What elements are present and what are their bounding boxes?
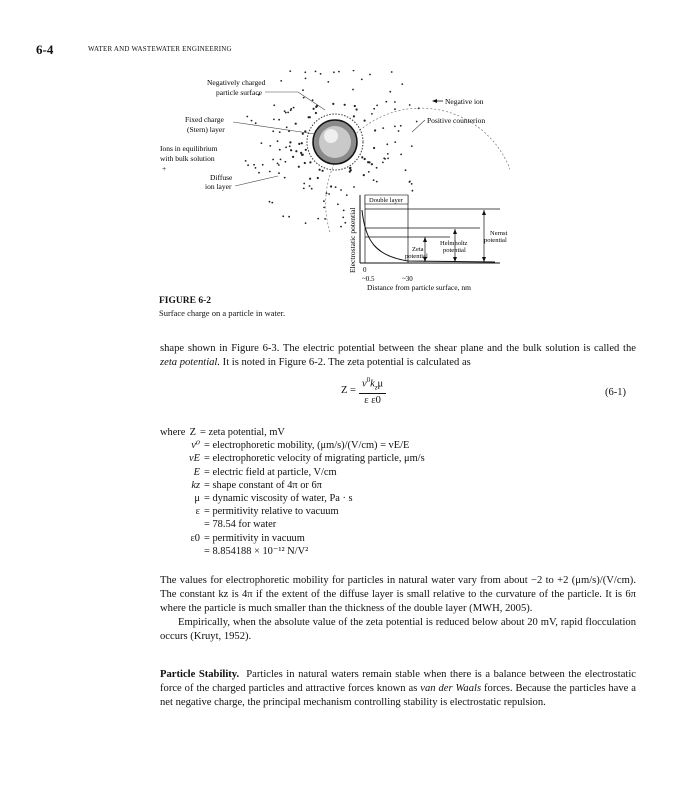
ion-dot [398, 130, 400, 132]
ion-dot [317, 177, 319, 179]
ion-dot [312, 99, 314, 101]
ion-dot [389, 91, 391, 93]
ion-dot [411, 183, 413, 185]
ion-dot [301, 154, 303, 156]
ion-dot [286, 126, 288, 128]
ion-dot [400, 154, 402, 156]
ion-dot [335, 186, 337, 188]
intro-paragraph: shape shown in Figure 6-3. The electric potential between the shear plane and the bulk solution is called the zeta potential. It is noted in Figure 6-2. The zeta potential is calculated as [160, 343, 636, 368]
ion-dot [278, 119, 280, 121]
ion-dot [373, 179, 375, 181]
ion-dot [394, 101, 396, 103]
ion-dot [376, 105, 378, 107]
ion-dot [273, 119, 275, 121]
ion-dot [340, 189, 342, 191]
ion-dot [386, 143, 388, 145]
ion-dot [353, 70, 355, 71]
ion-dot [315, 112, 317, 114]
figure-caption-text: Surface charge on a particle in water. [159, 308, 286, 318]
label-nernst: Nernst [490, 230, 508, 237]
ion-dot [309, 185, 311, 187]
ion-dot [303, 97, 305, 99]
ion-dot [253, 164, 255, 166]
ion-dot [285, 112, 287, 114]
ion-dot [277, 140, 279, 142]
ion-dot [411, 145, 413, 147]
van-der-waals-term: van der Waals [420, 683, 482, 694]
ion-dot [302, 89, 304, 91]
ion-dot [323, 207, 325, 209]
ion-dot [282, 215, 284, 217]
label-diffuse: Diffuse [210, 173, 233, 182]
ion-dot [374, 129, 376, 131]
ion-dot [342, 217, 344, 219]
ion-dot [350, 169, 352, 171]
ion-dot [324, 218, 326, 220]
ion-dot [298, 143, 300, 145]
ion-dot [400, 125, 402, 127]
ion-dot [247, 164, 249, 166]
ion-dot [323, 200, 325, 202]
ion-dot [338, 71, 340, 73]
ion-dot [394, 108, 396, 110]
ion-dot [285, 146, 287, 148]
ion-dot [376, 181, 378, 183]
figure-caption-title: FIGURE 6-2 [159, 296, 211, 306]
ion-dot [391, 71, 393, 73]
eq-denominator: ε ε0 [364, 394, 381, 406]
ion-dot [280, 159, 282, 161]
ion-dot [317, 218, 319, 220]
ion-dot [368, 171, 370, 173]
ion-dot [382, 162, 384, 164]
ion-dot [269, 171, 271, 173]
ion-dot [328, 193, 330, 195]
label-negatively-charged: Negatively charged [207, 78, 266, 87]
ion-dot [301, 142, 303, 144]
ion-dot [373, 108, 375, 110]
plus-glyph: + [162, 164, 167, 173]
ion-dot [353, 115, 355, 117]
ion-dot [327, 81, 329, 83]
ion-dot [273, 104, 275, 106]
values-paragraph: The values for electrophoretic mobility for particles in natural water vary from about −2 to +2 (μm/s)/(V/cm). The constant kz is 4π if the extent of the diffuse layer is small relative to the curvature of the particle. It is 6π where the particle is much smaller than the thickness of the double layer (MWH, 2005). Empirically, when the absolute value of the zeta potential is reduced below about 20 mV, rapid flocculation occurs (Kruyt, 1952). [160, 575, 636, 642]
ion-dot [346, 194, 348, 196]
ion-dot [356, 108, 358, 110]
variable-definitions: where Z = zeta potential, mV v⁰ = electrophoretic mobility, (μm/s)/(V/cm) = vE/E vE = electrophoretic velocity of migrating particle, μm/s E = electric field at particle, V/cm kz = shape constant of 4π or 6π μ = dynamic viscosity of water, Pa · s ε = permitivity relative to vacuum = 78.54 for water ε0 = permitivity in vacuum = 8.854188 × 10⁻¹² N/V² [160, 427, 425, 557]
ion-dot [300, 152, 302, 154]
ion-dot [271, 202, 273, 204]
ion-dot [313, 108, 315, 110]
ion-dot [305, 78, 307, 80]
ion-dot [246, 116, 248, 118]
figure-6-2 [150, 70, 510, 295]
label-helmholtz: Helmholtz [440, 240, 468, 247]
ion-dot [416, 121, 418, 123]
stability-heading: Particle Stability. [160, 669, 240, 680]
ion-dot [272, 130, 274, 132]
label-particle-surface: particle surface [216, 88, 263, 97]
ion-dot [326, 192, 328, 194]
label-double-layer: Double layer [369, 197, 403, 204]
ion-dot [332, 103, 334, 105]
label-zeta-potential: potential [405, 253, 428, 260]
ion-dot [315, 71, 317, 73]
label-fixed-charge: Fixed charge [185, 115, 224, 124]
running-title: WATER AND WASTEWATER ENGINEERING [88, 45, 232, 53]
ion-dot [255, 122, 257, 124]
zeta-potential-term: zeta potential. [160, 357, 221, 368]
ion-dot [285, 161, 287, 163]
ion-dot [295, 123, 297, 125]
ion-dot [292, 156, 294, 158]
ion-dot [305, 222, 307, 224]
ion-dot [409, 181, 411, 183]
ion-dot [269, 201, 271, 203]
x-tick-1: ~0.5 [362, 275, 375, 283]
figure-diagram [150, 70, 510, 295]
ion-dot [272, 159, 274, 161]
eq-lhs: Z = [341, 385, 356, 397]
equation-number: (6-1) [605, 387, 626, 398]
label-stern-layer: (Stern) layer [187, 125, 225, 134]
equation-6-1 [340, 376, 386, 406]
ion-dot [382, 127, 384, 129]
ion-dot [353, 186, 355, 188]
label-bulk-solution: with bulk solution [160, 154, 215, 163]
empirical-paragraph: Empirically, when the absolute value of the zeta potential is reduced below about 20 mV, rapid flocculation occurs (Kruyt, 1952). [160, 617, 636, 642]
ion-dot [344, 104, 346, 106]
ion-dot [308, 116, 310, 118]
ion-dot [245, 160, 247, 162]
ion-dot [289, 145, 291, 147]
ion-dot [387, 153, 389, 155]
ion-dot [295, 150, 297, 152]
ion-dot [322, 170, 324, 172]
ion-dot [251, 120, 253, 122]
ion-dot [361, 79, 363, 81]
ion-dot [305, 149, 307, 151]
ion-dot [309, 178, 311, 180]
ion-dot [290, 149, 292, 151]
ion-dot [394, 141, 396, 143]
label-zeta: Zeta [412, 246, 424, 253]
ion-dot [363, 174, 365, 176]
x-axis-label: Distance from particle surface, nm [367, 283, 471, 292]
ion-dot [284, 177, 286, 179]
ion-dot [333, 71, 335, 73]
ion-dot [373, 147, 375, 149]
ion-dot [287, 112, 289, 114]
ion-dot [288, 216, 290, 218]
x-tick-2: ~30 [402, 275, 413, 283]
ion-dot [302, 133, 304, 135]
ion-dot [405, 169, 407, 171]
ion-dot [311, 188, 313, 190]
ion-dot [340, 226, 342, 228]
ion-dot [354, 105, 356, 107]
ion-dot [298, 166, 300, 168]
ion-dot [383, 157, 385, 159]
ion-dot [309, 161, 311, 163]
ion-dot [409, 104, 411, 106]
ion-dot [277, 163, 279, 165]
ion-dot [412, 190, 414, 192]
potential-plot [348, 195, 508, 292]
ion-dot [293, 107, 295, 109]
ion-dot [371, 163, 373, 165]
ion-dot [304, 162, 306, 164]
ion-dot [369, 74, 371, 76]
label-ion-layer: ion layer [205, 182, 232, 191]
ion-dot [278, 164, 280, 166]
ion-dot [280, 80, 282, 82]
ion-dot [371, 113, 373, 115]
x-origin-label: 0 [363, 266, 367, 274]
ion-dot [279, 131, 281, 133]
potential-curve [362, 210, 495, 262]
page-number: 6-4 [36, 42, 54, 57]
ion-dot [303, 188, 305, 190]
label-nernst-potential: potential [484, 237, 507, 244]
ion-dot [304, 71, 306, 73]
ion-dot [289, 141, 291, 143]
ion-dot [284, 110, 286, 112]
label-negative-ion: Negative ion [445, 97, 484, 106]
stability-paragraph: Particle Stability. Particles in natural waters remain stable when there is a balance between the electrostatic force of the charged particles and attractive forces known as van der Waals forces. Because the particles have a net negative charge, the principal mechanism controlling stability is electrostatic repulsion. [160, 669, 636, 708]
ion-dot [385, 101, 387, 103]
ion-dot [352, 89, 354, 91]
ion-dot [255, 167, 257, 169]
ion-dot [337, 203, 339, 205]
ion-dot [376, 167, 378, 169]
ion-dot [261, 142, 263, 144]
where-lead: where [160, 427, 186, 438]
ion-dot [320, 73, 322, 75]
label-ions-equilibrium: Ions in equilibrium [160, 144, 218, 153]
ion-dot [367, 161, 369, 163]
ion-dot [344, 222, 346, 224]
ion-dot [401, 83, 403, 85]
ion-dot [361, 156, 363, 158]
ion-dot [364, 158, 366, 160]
ion-dot [279, 149, 281, 151]
ion-dot [394, 126, 396, 128]
ion-dot [343, 210, 345, 212]
ion-dot [387, 158, 389, 160]
ion-dot [258, 172, 260, 174]
ion-dot [319, 169, 321, 171]
label-helmholtz-potential: potential [443, 247, 466, 254]
ion-dot [303, 183, 305, 185]
ion-dot [289, 70, 291, 72]
ion-dot [349, 167, 351, 169]
ion-dot [290, 109, 292, 111]
label-positive-counterion: Positive counterion [427, 116, 486, 125]
ion-dot [262, 164, 264, 166]
y-axis-label: Electrostatic potential [348, 207, 357, 273]
ion-dot [364, 120, 366, 122]
eq-numerator: $v^0k_z\mu$ [359, 376, 386, 393]
ion-dot [330, 185, 332, 187]
ion-dot [269, 145, 271, 147]
ion-dot [278, 172, 280, 174]
ion-dot [418, 108, 420, 110]
